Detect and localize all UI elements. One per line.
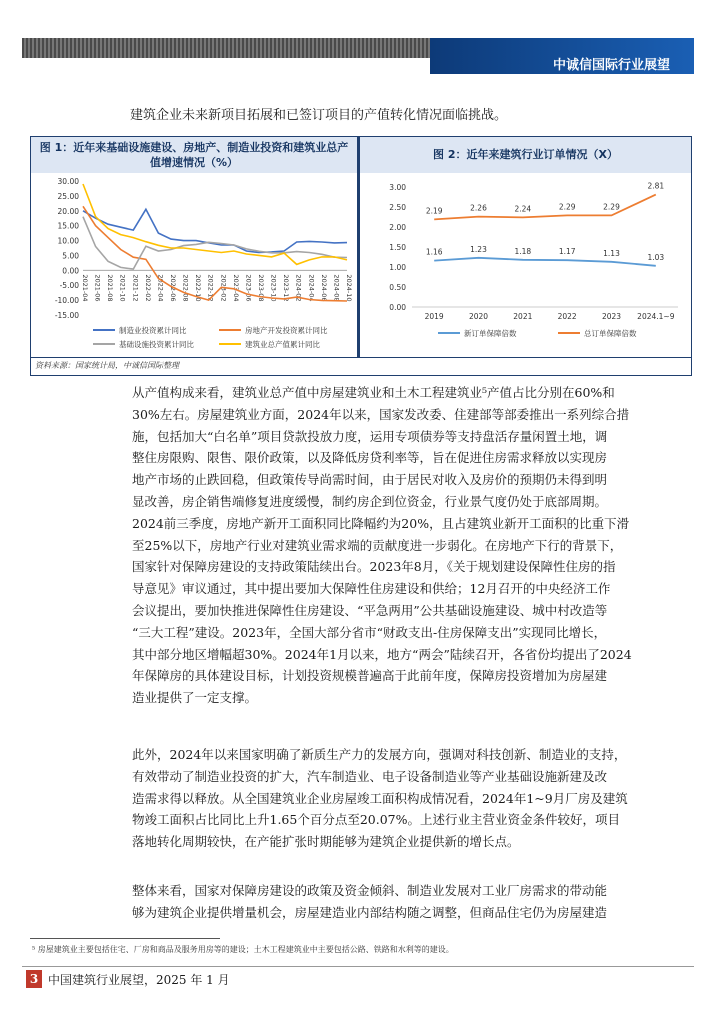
data-label: 2.24 xyxy=(514,204,532,214)
x-tick-label: 2023-02 xyxy=(219,274,228,302)
data-label: 1.23 xyxy=(470,244,487,254)
paragraph-line: 30%左右。房屋建筑业方面，2024年以来，国家发改委、住建部等部委推出一系列综合措 xyxy=(132,406,630,422)
page-number: 3 xyxy=(26,970,42,988)
paragraph-1 xyxy=(132,382,642,709)
paragraph-line: 有效带动了制造业投资的扩大，汽车制造业、电子设备制造业等产业基础设施新建及改 xyxy=(132,768,608,784)
paragraph-line: 整住房限购、限售、限价政策，以及降低房贷利率等，旨在促进住房需求释放以实现房 xyxy=(132,450,608,466)
paragraph-line: 从产值构成来看，建筑业总产值中房屋建筑业和土木工程建筑业⁵产值占比分别在60%和 xyxy=(132,385,615,400)
x-tick-label: 2020 xyxy=(468,312,489,321)
y-tick-label: 25.00 xyxy=(57,191,79,201)
paragraph-line: 此外，2024年以来国家明确了新质生产力的发展方向，强调对科技创新、制造业的支持， xyxy=(132,747,627,762)
data-label: 1.13 xyxy=(603,248,620,258)
series-line xyxy=(83,209,347,252)
legend-label: 建筑业总产值累计同比 xyxy=(245,340,320,349)
intro-text: 建筑企业未来新项目拓展和已签订项目的产值转化情况面临挑战。 xyxy=(130,108,508,123)
paragraph-line: 整体来看，国家对保障房建设的政策及资金倾斜、制造业发展对工业厂房需求的带动能 xyxy=(132,883,608,898)
x-tick-label: 2023-12 xyxy=(282,274,291,302)
y-tick-label: 30.00 xyxy=(57,177,79,186)
y-tick-label: 15.00 xyxy=(57,221,79,231)
paragraph-line: 物竣工面积占比同比上升1.65个百分点至20.07%。上述行业主营业资金条件较好，项目 xyxy=(132,812,620,828)
y-tick-label: 20.00 xyxy=(57,206,79,216)
x-tick-label: 2021-08 xyxy=(106,274,115,302)
legend-label: 新订单保障倍数 xyxy=(464,329,517,338)
footnote-rule xyxy=(30,938,220,939)
data-label: 2.29 xyxy=(603,202,620,212)
paragraph-line: 国家针对保障房建设的支持政策陆续出台。2023年8月，《关于规划建设保障性住房的指 xyxy=(132,559,616,575)
y-tick-label: 5.00 xyxy=(62,251,79,261)
header-brand-block xyxy=(430,38,694,74)
x-tick-label: 2023-06 xyxy=(244,274,253,302)
figure-panel xyxy=(30,136,692,376)
x-tick-label: 2021 xyxy=(513,312,533,321)
y-tick-label: 3.00 xyxy=(389,183,406,192)
data-label: 2.19 xyxy=(425,206,443,216)
x-tick-label: 2021-06 xyxy=(93,274,102,302)
y-tick-label: 2.00 xyxy=(389,223,406,232)
data-label: 2.29 xyxy=(558,202,576,212)
legend-label: 基础设施投资累计同比 xyxy=(119,340,194,349)
paragraph-line: 施，包括加大“白名单”项目贷款投放力度，运用专项债券等支持盘活存量闲置土地，调 xyxy=(132,428,608,444)
x-tick-label: 2022-04 xyxy=(156,274,165,302)
x-tick-label: 2021-04 xyxy=(81,274,89,302)
figure2-header xyxy=(360,137,691,173)
footnote: ⁵ 房屋建筑业主要包括住宅、厂房和商品及服务用房等的建设；土木工程建筑业中主要包括公路、铁路和水利等的建设。 xyxy=(32,945,454,954)
data-label: 1.03 xyxy=(647,252,665,262)
paragraph-line: 年保障房的具体建设目标，计划投资规模普遍高于此前年度，保障房投资增加为房屋建 xyxy=(132,668,608,684)
x-tick-label: 2022-08 xyxy=(181,274,190,302)
source-note: 资料来源：国家统计局，中诚信国际整理 xyxy=(35,361,179,370)
legend-label: 房地产开发投资累计同比 xyxy=(245,326,328,335)
x-tick-label: 2024-02 xyxy=(294,274,303,302)
paragraph-line: 落地转化周期较快，在产能扩张时期能够为建筑企业提供新的增长点。 xyxy=(132,834,520,850)
x-tick-label: 2024.1~9 xyxy=(637,312,675,321)
x-tick-label: 2023 xyxy=(601,312,622,321)
paragraph-line: 造需求得以释放。从全国建筑业企业房屋竣工面积构成情况看，2024年1~9月厂房及建筑 xyxy=(132,790,628,806)
x-tick-label: 2021-12 xyxy=(131,274,140,302)
paragraph-line: 至25%以下，房地产行业对建筑业需求端的贡献度进一步弱化。在房地产下行的背景下， xyxy=(132,537,623,553)
x-tick-label: 2024-06 xyxy=(319,274,328,302)
footer-rule xyxy=(22,966,694,967)
data-label: 2.26 xyxy=(470,203,487,213)
y-tick-label: 0.00 xyxy=(389,303,406,312)
data-label: 1.18 xyxy=(514,246,532,256)
x-tick-label: 2024-10 xyxy=(345,274,353,302)
paragraph-line: 显改善，房企销售端修复进度缓慢，制约房企到位资金，行业景气度仍处于底部周期。 xyxy=(132,493,608,509)
y-tick-label: 10.00 xyxy=(57,236,79,246)
figure1-chart xyxy=(31,173,357,357)
figure2-title: 图 2：近年来建筑行业订单情况（X） xyxy=(433,148,618,161)
paragraph-3 xyxy=(132,880,642,924)
header-brand-title: 中诚信国际行业展望 xyxy=(552,58,670,73)
x-tick-label: 2024-08 xyxy=(332,274,341,302)
paragraph-line: 够为建筑企业提供增量机会，房屋建造业内部结构随之调整，但商品住宅仍为房屋建造 xyxy=(132,904,608,920)
paragraph-line: 2024前三季度，房地产新开工面积同比降幅约为20%，且占建筑业新开工面积的比重下滑 xyxy=(132,515,630,531)
x-tick-label: 2022-12 xyxy=(206,274,215,302)
series-line xyxy=(434,195,656,220)
data-label: 2.81 xyxy=(647,181,665,191)
y-tick-label: 0.00 xyxy=(62,266,79,276)
x-tick-label: 2022-10 xyxy=(194,274,203,302)
x-tick-label: 2023-08 xyxy=(257,274,265,302)
y-tick-label: -5.00 xyxy=(59,281,79,291)
y-tick-label: 0.50 xyxy=(389,283,406,292)
y-tick-label: 1.00 xyxy=(389,263,406,272)
x-tick-label: 2022-06 xyxy=(169,274,177,302)
x-tick-label: 2021-10 xyxy=(118,274,127,302)
y-tick-label: 2.50 xyxy=(389,203,406,212)
paragraph-2 xyxy=(132,744,642,853)
legend-label: 总订单保障倍数 xyxy=(584,329,637,338)
data-label: 1.16 xyxy=(425,247,443,257)
paragraph-line: 造业提供了一定支撑。 xyxy=(132,690,258,706)
series-line xyxy=(434,258,656,266)
y-tick-label: -10.00 xyxy=(54,296,79,306)
source-rule xyxy=(31,357,691,358)
legend-label: 制造业投资累计同比 xyxy=(119,326,187,335)
y-tick-label: 1.50 xyxy=(389,243,406,252)
paragraph-line: 导意见》审议通过，其中提出要加大保障性住房建设和供给；12月召开的中央经济工作 xyxy=(132,581,611,597)
x-tick-label: 2023-04 xyxy=(231,274,240,302)
x-tick-label: 2023-10 xyxy=(269,274,278,302)
figure1-header xyxy=(31,137,357,173)
x-tick-label: 2019 xyxy=(424,312,444,321)
x-tick-label: 2022-02 xyxy=(143,274,152,302)
x-tick-label: 2022 xyxy=(557,312,577,321)
footer-title: 中国建筑行业展望，2025 年 1 月 xyxy=(48,973,230,987)
x-tick-label: 2024-04 xyxy=(307,274,316,302)
paragraph-line: “三大工程”建设。2023年，全国大部分省市“财政支出-住房保障支出”实现同比增长， xyxy=(132,624,607,640)
figure2-chart xyxy=(360,173,691,357)
figure1-title: 图 1：近年来基础设施建设、房地产、制造业投资和建筑业总产值增速情况（%） xyxy=(39,141,349,169)
paragraph-line: 其中部分地区增幅超30%。2024年1月以来，地方“两会”陆续召开，各省份均提出了2024 xyxy=(132,646,632,662)
y-tick-label: -15.00 xyxy=(54,311,79,320)
data-label: 1.17 xyxy=(558,247,576,257)
paragraph-line: 地产市场的止跌回稳，但政策传导尚需时间，由于居民对收入及房价的预期仍未得到明 xyxy=(132,472,608,488)
paragraph-line: 会议提出，要加快推进保障性住房建设、“平急两用”公共基础设施建设、城中村改造等 xyxy=(132,602,608,618)
